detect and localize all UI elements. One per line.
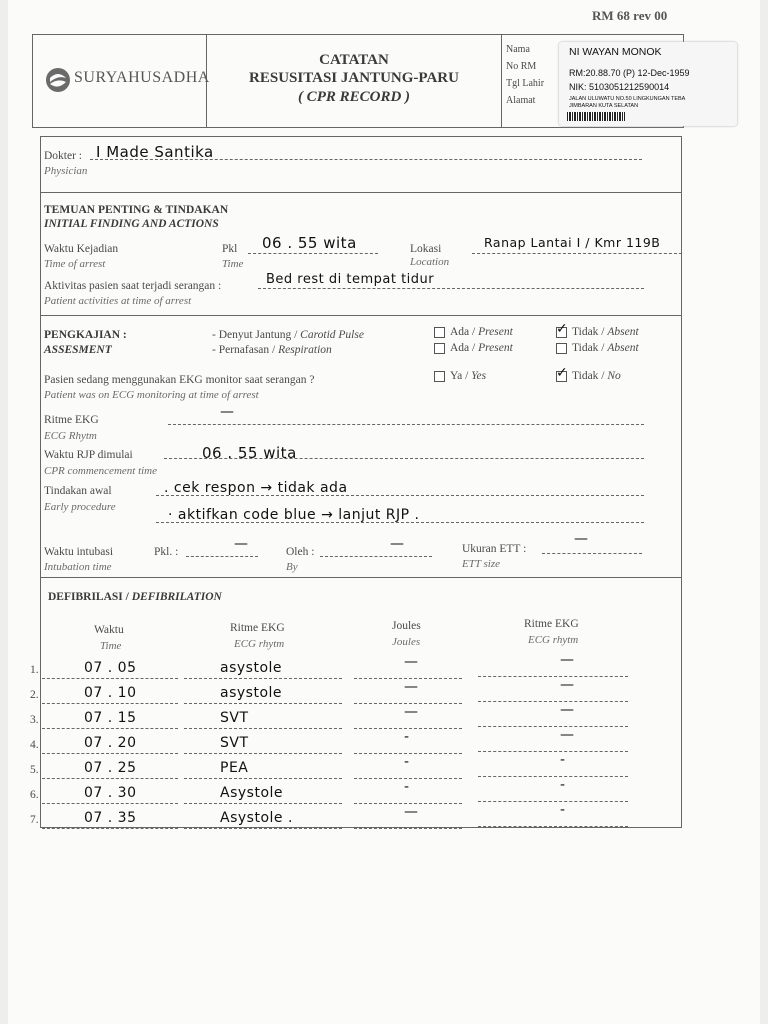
resp-present-option[interactable]: Ada / Present [434,342,513,354]
title-line2: RESUSITASI JANTUNG-PARU [249,70,459,86]
rjp-label-en: CPR commencement time [44,465,158,477]
early-label-en: Early procedure [44,501,116,513]
ekg-question: Pasien sedang menggunakan EKG monitor saat serangan ? [44,374,315,386]
rjp-value: 06 . 55 wita [202,444,297,462]
row-after: — [560,727,575,743]
col-rhythm-en: ECG rhytm [234,638,285,650]
field-alamat: Alamat [506,95,536,106]
ekg-question-en: Patient was on ECG monitoring at time of arrest [44,389,259,401]
row-time-line [42,678,178,679]
ett-label-en: ETT size [462,558,501,570]
logo-icon [44,66,72,94]
row-after-line [478,826,628,827]
doc-code: RM 68 rev 00 [592,8,668,23]
location-value: Ranap Lantai I / Kmr 119B [484,235,661,250]
row-number: 1. [30,664,39,676]
intubation-label: Waktu intubasi [44,546,114,558]
assessment-heading: PENGKAJIAN : [44,329,127,341]
row-joules: - [404,754,410,770]
title-line3: ( CPR RECORD ) [297,89,411,105]
barcode [567,112,625,121]
by-label-en: By [286,561,298,573]
row-rhythm-line [184,803,342,804]
row-number: 5. [30,764,39,776]
sticker-name: NI WAYAN MONOK [569,46,662,58]
rhythm-value: — [220,404,235,420]
row-time-line [42,728,178,729]
doctor-value: I Made Santika [96,143,214,161]
row-after: — [560,652,575,668]
row-after: - [560,777,566,793]
intubation-label-en: Intubation time [44,561,112,573]
ekg-no-option[interactable]: ✓ Tidak / No [556,370,621,382]
doctor-label: Dokter : [44,150,83,162]
ekg-yes-option[interactable]: Ya / Yes [434,370,486,382]
intubation-value: — [234,536,249,552]
pulse-absent-option[interactable]: ✓ Tidak / Absent [556,326,639,338]
row-number: 7. [30,814,39,826]
pulse-present-checkbox[interactable] [434,327,445,338]
row-rhythm-line [184,778,342,779]
row-rhythm-line [184,753,342,754]
row-joules: — [404,679,419,695]
col-time: Waktu [94,624,124,636]
resp-absent-checkbox[interactable] [556,343,567,354]
ekg-no-checkbox[interactable] [556,371,567,382]
assessment-heading-en: ASSESMENT [44,344,112,356]
location-label: Lokasi [410,243,442,255]
sticker-rm: RM:20.88.70 (P) 12-Dec-1959 [569,68,690,78]
row-after-line [478,751,628,752]
col-rhythm: Ritme EKG [230,622,285,634]
row-joules: - [404,729,410,745]
rhythm-label: Ritme EKG [44,414,99,426]
row-time: 07 . 20 [84,735,137,751]
initial-heading: TEMUAN PENTING & TINDAKAN [44,204,229,216]
row-time-line [42,803,178,804]
activity-label-en: Patient activities at time of arrest [44,295,192,307]
ett-value: — [574,531,589,547]
row-rhythm: Asystole . [220,810,293,826]
row-rhythm-line [184,678,342,679]
doctor-label-en: Physician [44,165,88,177]
pulse-row: - Denyut Jantung / Carotid Pulse [212,329,364,341]
row-after-line [478,801,628,802]
row-time: 07 . 10 [84,685,137,701]
sticker-address1: JALAN ULUWATU NO.50 LINGKUNGAN TEBA [569,96,686,102]
activity-value: Bed rest di tempat tidur [266,272,435,287]
row-number: 6. [30,789,39,801]
logo-text: SURYAHUSADHA [74,69,210,86]
row-rhythm: asystole [220,660,283,676]
col-rhythm-after: Ritme EKG [524,618,579,630]
field-tgl-lahir: Tgl Lahir [506,78,545,89]
initial-heading-en: INITIAL FINDING AND ACTIONS [44,218,219,230]
ett-label: Ukuran ETT : [462,543,527,555]
row-time-line [42,828,178,829]
row-rhythm: SVT [220,710,249,726]
resp-absent-option[interactable]: Tidak / Absent [556,342,639,354]
col-joules: Joules [392,620,421,632]
row-time: 07 . 30 [84,785,137,801]
row-number: 3. [30,714,39,726]
row-rhythm: PEA [220,760,249,776]
row-time: 07 . 35 [84,810,137,826]
row-time: 07 . 15 [84,710,137,726]
row-after-line [478,776,628,777]
row-time-line [42,703,178,704]
row-joules-line [354,828,462,829]
row-number: 4. [30,739,39,751]
time-arrest-label: Waktu Kejadian [44,243,119,255]
early-value-1: . cek respon → tidak ada [164,480,348,496]
ekg-yes-checkbox[interactable] [434,371,445,382]
row-joules: — [404,704,419,720]
row-time-line [42,778,178,779]
row-joules: - [404,779,410,795]
defib-heading: DEFIBRILASI / DEFIBRILATION [48,591,222,603]
row-after: - [560,802,566,818]
row-rhythm: Asystole [220,785,284,801]
activity-label: Aktivitas pasien saat terjadi serangan : [44,280,222,292]
row-number: 2. [30,689,39,701]
row-after: - [560,752,566,768]
row-joules: — [404,804,419,820]
row-after-line [478,676,628,677]
row-after: — [560,702,575,718]
intubation-pkl-label: Pkl. : [154,546,179,558]
pulse-absent-checkbox[interactable] [556,327,567,338]
row-after-line [478,726,628,727]
col-joules-en: Joules [392,636,421,648]
row-time: 07 . 05 [84,660,137,676]
location-label-en: Location [410,256,450,268]
sticker-address2: JIMBARAN KUTA SELATAN [569,103,639,109]
pulse-present-option[interactable]: Ada / Present [434,326,513,338]
resp-present-checkbox[interactable] [434,343,445,354]
row-rhythm-line [184,728,342,729]
col-rhythm-after-en: ECG rhytm [528,634,579,646]
row-rhythm-line [184,828,342,829]
pkl-label: Pkl [222,243,238,255]
pkl-label-en: Time [222,258,244,270]
row-time: 07 . 25 [84,760,137,776]
title-line1: CATATAN [319,52,389,68]
row-rhythm: SVT [220,735,249,751]
rhythm-label-en: ECG Rhytm [44,430,97,442]
rjp-label: Waktu RJP dimulai [44,449,133,461]
early-value-2: · aktifkan code blue → lanjut RJP . [168,507,420,523]
row-after-line [478,701,628,702]
early-label: Tindakan awal [44,485,112,497]
patient-label-sticker [559,42,737,126]
col-time-en: Time [100,640,122,652]
time-arrest-value: 06 . 55 wita [262,234,357,252]
sticker-nik: NIK: 5103051212590014 [569,82,670,92]
by-label: Oleh : [286,546,315,558]
field-no-rm: No RM [506,61,537,72]
row-time-line [42,753,178,754]
time-arrest-label-en: Time of arrest [44,258,106,270]
cpr-record-form [8,0,760,1024]
row-after: — [560,677,575,693]
field-nama: Nama [506,44,530,55]
by-value: — [390,536,405,552]
resp-row: - Pernafasan / Respiration [212,344,332,356]
row-rhythm: asystole [220,685,283,701]
row-rhythm-line [184,703,342,704]
row-joules: — [404,654,419,670]
